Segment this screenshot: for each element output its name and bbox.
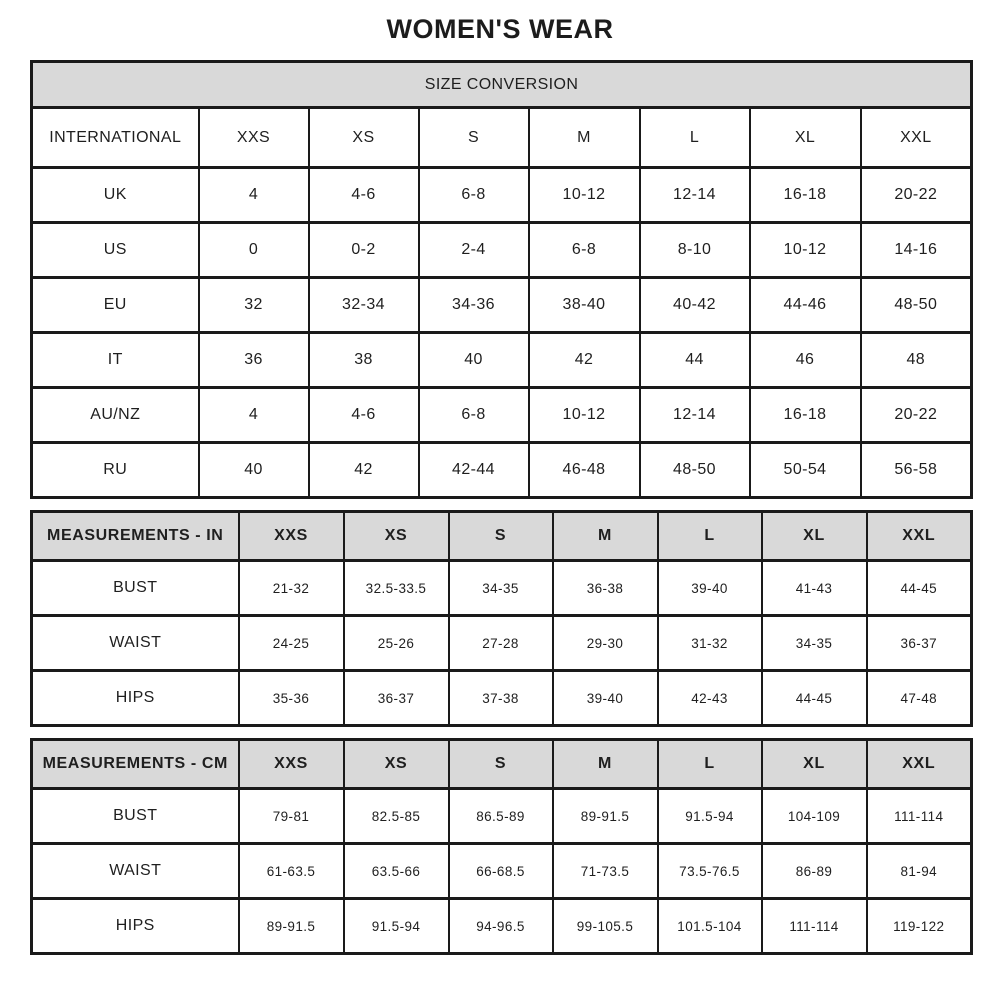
page-title: WOMEN'S WEAR [386,14,614,44]
measurements-in-row-label-bust: BUST [32,561,239,616]
size-conversion-cell-eu-l: 40-42 [640,278,750,333]
measurements-in-cell-bust-xxs: 21-32 [239,561,344,616]
size-conversion-row-label-it: IT [32,333,199,388]
measurements-cm-cell-waist-s: 66-68.5 [449,844,553,899]
measurements-cm-cell-bust-s: 86.5-89 [449,789,553,844]
measurements-cm-row-label-hips: HIPS [32,899,239,954]
size-conversion-cell-au-nz-s: 6-8 [419,388,529,443]
size-conversion-cell-ru-xxl: 56-58 [861,443,972,498]
measurements-cm-column-header-xxl: XXL [867,740,972,789]
measurements-in-column-header-xl: XL [762,512,867,561]
size-conversion-cell-uk-s: 6-8 [419,168,529,223]
measurements-in-cell-hips-xxs: 35-36 [239,671,344,726]
measurements-in-cell-waist-xs: 25-26 [344,616,449,671]
measurements-in-cell-waist-s: 27-28 [449,616,553,671]
size-conversion-row-label-uk: UK [32,168,199,223]
measurements-in-cell-bust-l: 39-40 [658,561,762,616]
measurements-cm-column-header-xs: XS [344,740,449,789]
measurements-in-row-bust [32,561,972,616]
measurements-cm-cell-bust-l: 91.5-94 [658,789,762,844]
measurements-cm-row-label-bust: BUST [32,789,239,844]
measurements-in-column-header-xs: XS [344,512,449,561]
measurements-cm-cell-hips-m: 99-105.5 [553,899,658,954]
measurements-cm-cell-waist-xs: 63.5-66 [344,844,449,899]
measurements-cm-cell-bust-xxs: 79-81 [239,789,344,844]
size-conversion-column-header-xl: XL [750,108,861,168]
measurements-cm-column-header-m: M [553,740,658,789]
measurements-in-cell-waist-l: 31-32 [658,616,762,671]
size-conversion-cell-it-xxl: 48 [861,333,972,388]
size-conversion-row-eu [32,278,972,333]
measurements-in-column-header-s: S [449,512,553,561]
measurements-in-cell-bust-m: 36-38 [553,561,658,616]
measurements-in-cell-bust-s: 34-35 [449,561,553,616]
size-conversion-cell-eu-xxl: 48-50 [861,278,972,333]
size-conversion-cell-uk-xs: 4-6 [309,168,419,223]
size-conversion-row-uk [32,168,972,223]
measurements-in-row-label-hips: HIPS [32,671,239,726]
size-conversion-cell-us-xl: 10-12 [750,223,861,278]
size-conversion-cell-uk-xl: 16-18 [750,168,861,223]
measurements-in-column-header-m: M [553,512,658,561]
measurements-in-cell-waist-xxl: 36-37 [867,616,972,671]
size-conversion-cell-eu-xs: 32-34 [309,278,419,333]
size-conversion-cell-it-l: 44 [640,333,750,388]
size-conversion-cell-us-xxl: 14-16 [861,223,972,278]
measurements-in-row-hips [32,671,972,726]
measurements-in-header-row [32,512,972,561]
size-conversion-cell-au-nz-m: 10-12 [529,388,640,443]
size-conversion-column-header-xs: XS [309,108,419,168]
measurements-cm-cell-hips-xxl: 119-122 [867,899,972,954]
size-conversion-row-it [32,333,972,388]
measurements-in-column-header-l: L [658,512,762,561]
measurements-cm-cell-hips-s: 94-96.5 [449,899,553,954]
size-conversion-cell-it-xl: 46 [750,333,861,388]
size-conversion-cell-it-xs: 38 [309,333,419,388]
measurements-cm-column-header-s: S [449,740,553,789]
size-conversion-banner-row [32,62,972,108]
measurements-cm-cell-hips-xl: 111-114 [762,899,867,954]
size-conversion-cell-us-s: 2-4 [419,223,529,278]
measurements-in-cell-bust-xxl: 44-45 [867,561,972,616]
measurements-cm-cell-waist-xxl: 81-94 [867,844,972,899]
size-conversion-cell-us-l: 8-10 [640,223,750,278]
measurements-cm-column-header-xxs: XXS [239,740,344,789]
size-conversion-column-header-s: S [419,108,529,168]
measurements-cm-column-header-l: L [658,740,762,789]
size-conversion-column-header-international: INTERNATIONAL [32,108,199,168]
size-conversion-row-ru [32,443,972,498]
measurements-cm-cell-waist-xl: 86-89 [762,844,867,899]
measurements-cm-row-waist [32,844,972,899]
measurements-cm-cell-bust-m: 89-91.5 [553,789,658,844]
size-conversion-row-au-nz [32,388,972,443]
measurements-cm-cell-hips-l: 101.5-104 [658,899,762,954]
measurements-cm-column-header-measurements-cm: MEASUREMENTS - CM [32,740,239,789]
measurements-in-cell-hips-l: 42-43 [658,671,762,726]
size-conversion-cell-us-xs: 0-2 [309,223,419,278]
measurements-in-column-header-measurements-in: MEASUREMENTS - IN [32,512,239,561]
size-conversion-cell-au-nz-l: 12-14 [640,388,750,443]
size-conversion-cell-au-nz-xxs: 4 [199,388,309,443]
measurements-cm-cell-hips-xxs: 89-91.5 [239,899,344,954]
size-conversion-banner: SIZE CONVERSION [32,62,972,108]
measurements-in-cell-waist-m: 29-30 [553,616,658,671]
measurements-cm-row-label-waist: WAIST [32,844,239,899]
measurements-cm-cell-bust-xs: 82.5-85 [344,789,449,844]
size-conversion-cell-au-nz-xxl: 20-22 [861,388,972,443]
size-conversion-cell-it-s: 40 [419,333,529,388]
size-conversion-header-row [32,108,972,168]
size-conversion-cell-au-nz-xl: 16-18 [750,388,861,443]
size-conversion-cell-ru-m: 46-48 [529,443,640,498]
size-conversion-cell-it-m: 42 [529,333,640,388]
measurements-in-column-header-xxl: XXL [867,512,972,561]
size-conversion-cell-ru-s: 42-44 [419,443,529,498]
measurements-cm-cell-hips-xs: 91.5-94 [344,899,449,954]
size-conversion-row-label-eu: EU [32,278,199,333]
measurements-in-cell-hips-s: 37-38 [449,671,553,726]
measurements-cm-cell-waist-xxs: 61-63.5 [239,844,344,899]
size-conversion-cell-au-nz-xs: 4-6 [309,388,419,443]
size-conversion-row-label-ru: RU [32,443,199,498]
size-conversion-cell-ru-xl: 50-54 [750,443,861,498]
size-conversion-cell-it-xxs: 36 [199,333,309,388]
size-conversion-row-label-us: US [32,223,199,278]
measurements-in-row-waist [32,616,972,671]
measurements-in-table [30,510,973,727]
measurements-cm-cell-bust-xl: 104-109 [762,789,867,844]
measurements-cm-cell-waist-m: 71-73.5 [553,844,658,899]
size-conversion-cell-ru-xxs: 40 [199,443,309,498]
size-conversion-cell-eu-m: 38-40 [529,278,640,333]
size-conversion-cell-ru-xs: 42 [309,443,419,498]
measurements-in-cell-waist-xxs: 24-25 [239,616,344,671]
measurements-cm-cell-bust-xxl: 111-114 [867,789,972,844]
measurements-in-cell-bust-xs: 32.5-33.5 [344,561,449,616]
size-conversion-column-header-xxs: XXS [199,108,309,168]
size-conversion-cell-eu-s: 34-36 [419,278,529,333]
size-conversion-column-header-l: L [640,108,750,168]
size-conversion-column-header-m: M [529,108,640,168]
measurements-cm-row-hips [32,899,972,954]
measurements-in-cell-hips-xxl: 47-48 [867,671,972,726]
size-conversion-cell-ru-l: 48-50 [640,443,750,498]
size-conversion-row-us [32,223,972,278]
measurements-cm-row-bust [32,789,972,844]
measurements-in-cell-hips-xs: 36-37 [344,671,449,726]
measurements-in-cell-hips-xl: 44-45 [762,671,867,726]
measurements-cm-cell-waist-l: 73.5-76.5 [658,844,762,899]
size-conversion-cell-us-xxs: 0 [199,223,309,278]
size-conversion-cell-uk-xxl: 20-22 [861,168,972,223]
size-conversion-cell-us-m: 6-8 [529,223,640,278]
measurements-cm-column-header-xl: XL [762,740,867,789]
measurements-in-cell-waist-xl: 34-35 [762,616,867,671]
measurements-cm-header-row [32,740,972,789]
size-conversion-cell-eu-xxs: 32 [199,278,309,333]
size-conversion-row-label-au-nz: AU/NZ [32,388,199,443]
measurements-in-cell-hips-m: 39-40 [553,671,658,726]
measurements-in-cell-bust-xl: 41-43 [762,561,867,616]
size-conversion-cell-uk-xxs: 4 [199,168,309,223]
size-conversion-table [30,60,973,499]
size-conversion-cell-eu-xl: 44-46 [750,278,861,333]
measurements-in-column-header-xxs: XXS [239,512,344,561]
size-conversion-column-header-xxl: XXL [861,108,972,168]
measurements-cm-table [30,738,973,955]
measurements-in-row-label-waist: WAIST [32,616,239,671]
size-conversion-cell-uk-l: 12-14 [640,168,750,223]
size-conversion-cell-uk-m: 10-12 [529,168,640,223]
